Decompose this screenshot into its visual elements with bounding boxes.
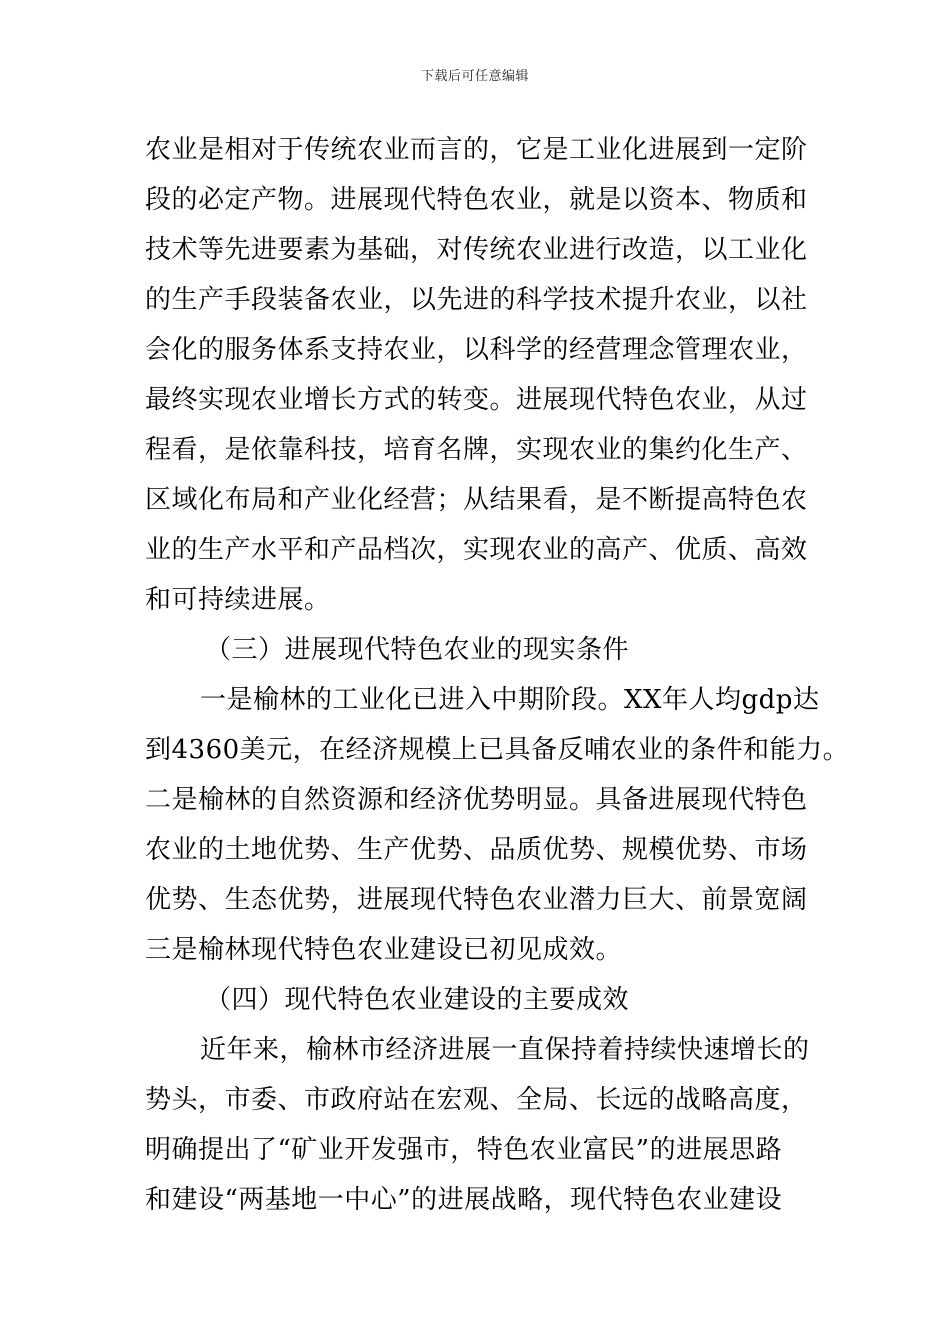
text-line: 明确提出了“矿业开发强市，特色农业富民”的进展思路: [145, 1135, 783, 1165]
text-line: 和可持续进展。: [145, 585, 331, 615]
text-line: 和建设“两基地一中心”的进展战略，现代特色农业建设: [145, 1185, 783, 1215]
text-line: 农业的土地优势、生产优势、品质优势、规模优势、市场: [145, 835, 808, 865]
text-line: 技术等先进要素为基础，对传统农业进行改造，以工业化: [145, 235, 808, 265]
text-line: 的生产手段装备农业，以先进的科学技术提升农业，以社: [145, 285, 808, 315]
section-heading: （三）进展现代特色农业的现实条件: [205, 635, 630, 665]
text-line: 到4360美元，在经济规模上已具备反哺农业的条件和能力。: [145, 735, 850, 765]
text-line: 会化的服务体系支持农业，以科学的经营理念管理农业，: [145, 335, 808, 365]
section-heading: （四）现代特色农业建设的主要成效: [205, 985, 630, 1015]
text-line: 段的必定产物。进展现代特色农业，就是以资本、物质和: [145, 185, 808, 215]
text-line: 三是榆林现代特色农业建设已初见成效。: [145, 935, 623, 965]
text-line: 近年来，榆林市经济进展一直保持着持续快速增长的: [200, 1035, 810, 1065]
text-line: 程看，是依靠科技，培育名牌，实现农业的集约化生产、: [145, 435, 808, 465]
text-line: 最终实现农业增长方式的转变。进展现代特色农业，从过: [145, 385, 808, 415]
text-line: 优势、生态优势，进展现代特色农业潜力巨大、前景宽阔: [145, 885, 808, 915]
text-line: 区域化布局和产业化经营；从结果看，是不断提高特色农: [145, 485, 808, 515]
text-line: 势头，市委、市政府站在宏观、全局、长远的战略高度，: [145, 1085, 808, 1115]
text-line: 业的生产水平和产品档次，实现农业的高产、优质、高效: [145, 535, 808, 565]
text-line: 一是榆林的工业化已进入中期阶段。XX年人均gdp达: [200, 685, 820, 715]
text-line: 农业是相对于传统农业而言的，它是工业化进展到一定阶: [145, 135, 808, 165]
page-header-note: 下载后可任意编辑: [420, 69, 529, 84]
document-body: [145, 125, 850, 1225]
text-line: 二是榆林的自然资源和经济优势明显。具备进展现代特色: [145, 785, 808, 815]
